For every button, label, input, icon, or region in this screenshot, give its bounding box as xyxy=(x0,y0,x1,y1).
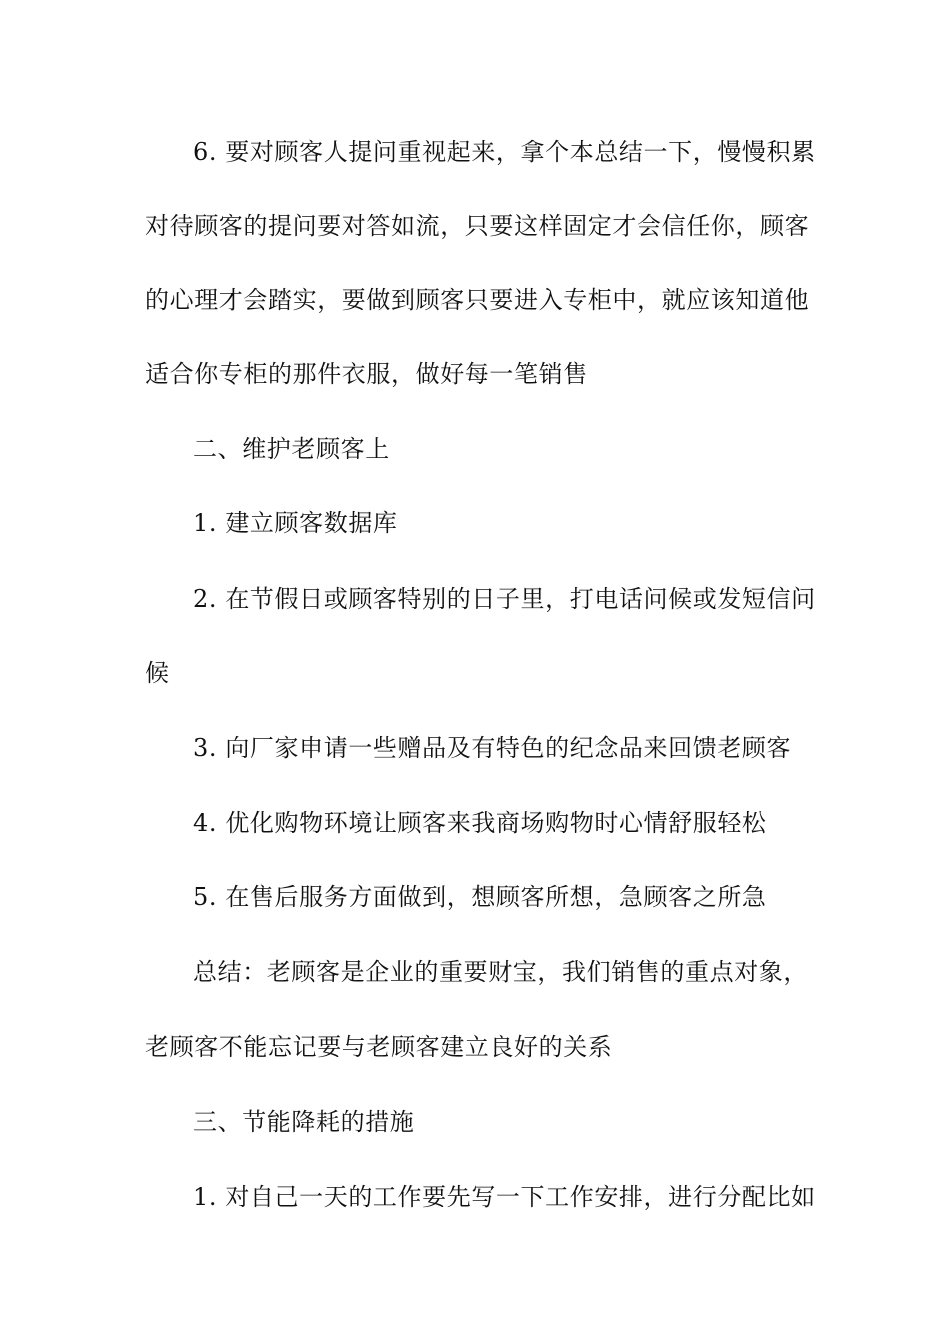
list-item: 5. 在售后服务方面做到，想顾客所想，急顾客之所急 xyxy=(193,883,767,911)
paragraph-line: 6. 要对顾客人提问重视起来，拿个本总结一下，慢慢积累 xyxy=(193,138,816,166)
list-item: 2. 在节假日或顾客特别的日子里，打电话问候或发短信问 xyxy=(193,585,816,613)
paragraph-line: 老顾客不能忘记要与老顾客建立良好的关系 xyxy=(145,1033,613,1061)
paragraph-line: 候 xyxy=(145,659,170,687)
list-item: 1. 对自己一天的工作要先写一下工作安排，进行分配比如 xyxy=(193,1183,816,1211)
list-item: 3. 向厂家申请一些赠品及有特色的纪念品来回馈老顾客 xyxy=(193,734,792,762)
section-heading: 二、维护老顾客上 xyxy=(193,435,390,463)
list-item: 4. 优化购物环境让顾客来我商场购物时心情舒服轻松 xyxy=(193,809,767,837)
list-item: 1. 建立顾客数据库 xyxy=(193,509,398,537)
paragraph-line: 的心理才会踏实，要做到顾客只要进入专柜中，就应该知道他 xyxy=(145,286,810,314)
section-heading: 三、节能降耗的措施 xyxy=(193,1108,415,1136)
paragraph-line: 对待顾客的提问要对答如流，只要这样固定才会信任你，顾客 xyxy=(145,212,810,240)
paragraph-line: 适合你专柜的那件衣服，做好每一笔销售 xyxy=(145,360,588,388)
summary-line: 总结：老顾客是企业的重要财宝，我们销售的重点对象， xyxy=(193,958,808,986)
